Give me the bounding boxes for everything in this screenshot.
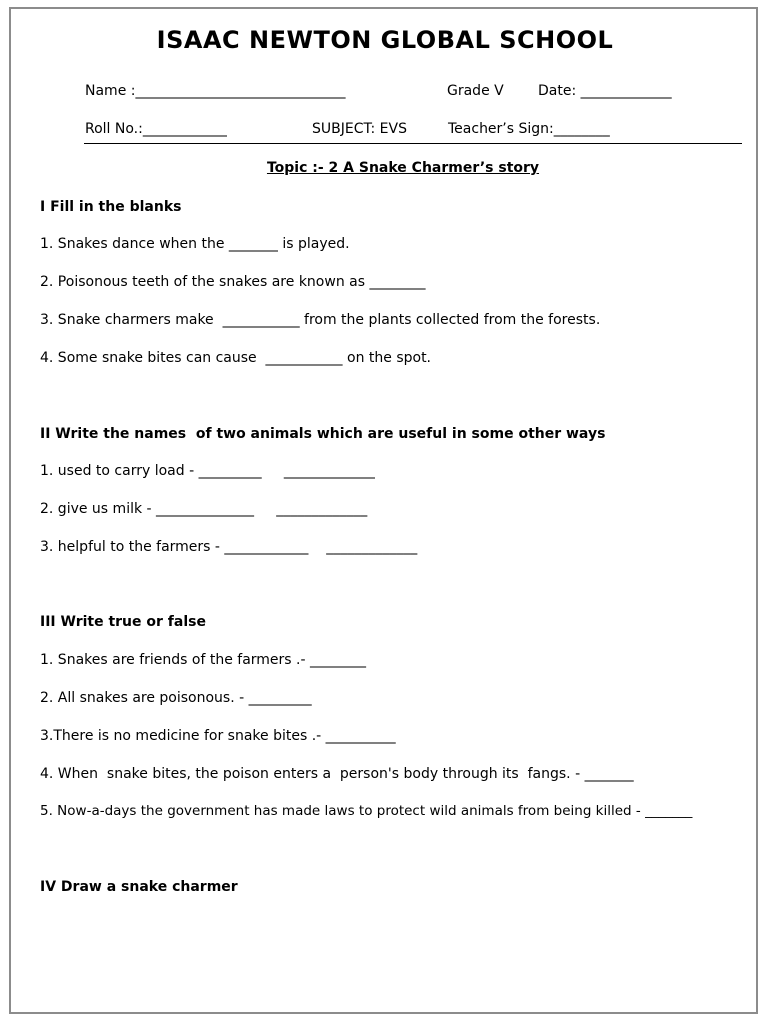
question-item: 1. used to carry load - _________ _____________ [40, 463, 375, 479]
topic-heading: Topic :- 2 A Snake Charmer’s story [266, 160, 540, 176]
question-item: 2. Poisonous teeth of the snakes are known as ________ [40, 274, 426, 290]
teacher-sign-label: Teacher’s Sign:________ [448, 121, 610, 137]
header-divider [84, 143, 742, 144]
question-item: 4. Some snake bites can cause ___________ on the spot. [40, 350, 432, 366]
question-item: 2. All snakes are poisonous. - _________ [40, 690, 312, 706]
question-item: 4. When snake bites, the poison enters a person's body through its fangs. - _______ [40, 766, 634, 782]
question-item: 5. Now-a-days the government has made laws to protect wild animals from being killed - _______ [40, 803, 693, 819]
question-item: 3. helpful to the farmers - ____________ _____________ [40, 539, 418, 555]
name-field-label: Name :______________________________ [85, 83, 346, 99]
section-3-heading: III Write true or false [40, 614, 206, 630]
question-item: 1. Snakes dance when the _______ is played. [40, 236, 350, 252]
section-1-heading: I Fill in the blanks [40, 199, 182, 215]
subject-label: SUBJECT: EVS [312, 121, 407, 137]
school-name: ISAAC NEWTON GLOBAL SCHOOL [156, 26, 614, 54]
rollno-field-label: Roll No.:____________ [85, 121, 227, 137]
question-item: 1. Snakes are friends of the farmers .- ________ [40, 652, 366, 668]
section-4-heading: IV Draw a snake charmer [40, 879, 238, 895]
question-item: 3.There is no medicine for snake bites .- __________ [40, 728, 396, 744]
question-item: 3. Snake charmers make ___________ from the plants collected from the forests. [40, 312, 601, 328]
section-2-heading: II Write the names of two animals which are useful in some other ways [40, 426, 606, 442]
grade-label: Grade V [447, 83, 504, 99]
date-field-label: Date: _____________ [538, 83, 672, 99]
question-item: 2. give us milk - ______________ _____________ [40, 501, 368, 517]
drawing-area[interactable] [40, 905, 740, 1005]
